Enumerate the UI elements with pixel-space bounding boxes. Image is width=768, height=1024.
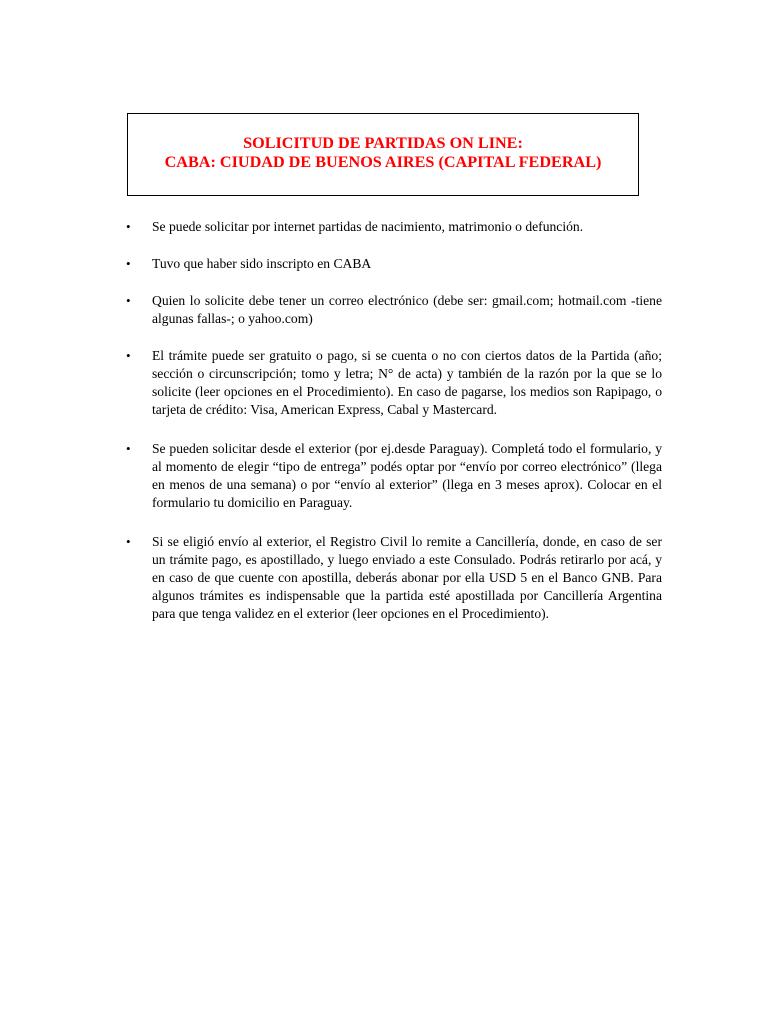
list-item-text: Tuvo que haber sido inscripto en CABA (152, 256, 372, 271)
list-item-text: Si se eligió envío al exterior, el Registro Civil lo remite a Cancillería, donde, en caso de ser un trámite pago, es apostillado, y luego enviado a este Consulado. Podrás retirarlo por acá, y en caso de que cuente con apostilla, deberás abonar por ella USD 5 en el Banco GNB. Para algunos trámites es indispensable que la partida esté apostillada por Cancillería Argentina para que tenga validez en el exterior (leer opciones en el Procedimiento). (152, 534, 662, 621)
bullet-icon: • (126, 219, 131, 234)
list-item (126, 347, 662, 419)
bullet-icon: • (126, 293, 131, 308)
title-box (127, 113, 639, 196)
page-subtitle: CABA: CIUDAD DE BUENOS AIRES (CAPITAL FEDERAL) (164, 153, 602, 171)
list-item-text: El trámite puede ser gratuito o pago, si se cuenta o no con ciertos datos de la Partida (año; sección o circunscripción; tomo y letra; N° de acta) y también de la razón por la que se lo solicite (leer opciones en el Procedimiento). En caso de pagarse, los medios son Rapipago, o tarjeta de crédito: Visa, American Express, Cabal y Mastercard. (152, 348, 662, 417)
list-item (126, 292, 662, 328)
list-item (126, 440, 662, 512)
bullet-icon: • (126, 256, 131, 271)
list-item (126, 218, 662, 236)
bullet-icon: • (126, 441, 131, 456)
bullet-list (126, 218, 662, 642)
list-item-text: Quien lo solicite debe tener un correo electrónico (debe ser: gmail.com; hotmail.com -tiene algunas fallas-; o yahoo.com) (152, 293, 662, 326)
bullet-icon: • (126, 534, 131, 549)
bullet-icon: • (126, 348, 131, 363)
list-item (126, 533, 662, 623)
list-item (126, 255, 662, 273)
list-item-text: Se puede solicitar por internet partidas de nacimiento, matrimonio o defunción. (152, 219, 584, 234)
list-item-text: Se pueden solicitar desde el exterior (por ej.desde Paraguay). Completá todo el formulario, y al momento de elegir “tipo de entrega” podés optar por “envío por correo electrónico” (llega en menos de una semana) o por “envío al exterior” (llega en 3 meses aprox). Colocar en el formulario tu domicilio en Paraguay. (152, 441, 662, 510)
page-title: SOLICITUD DE PARTIDAS ON LINE: (243, 134, 523, 152)
